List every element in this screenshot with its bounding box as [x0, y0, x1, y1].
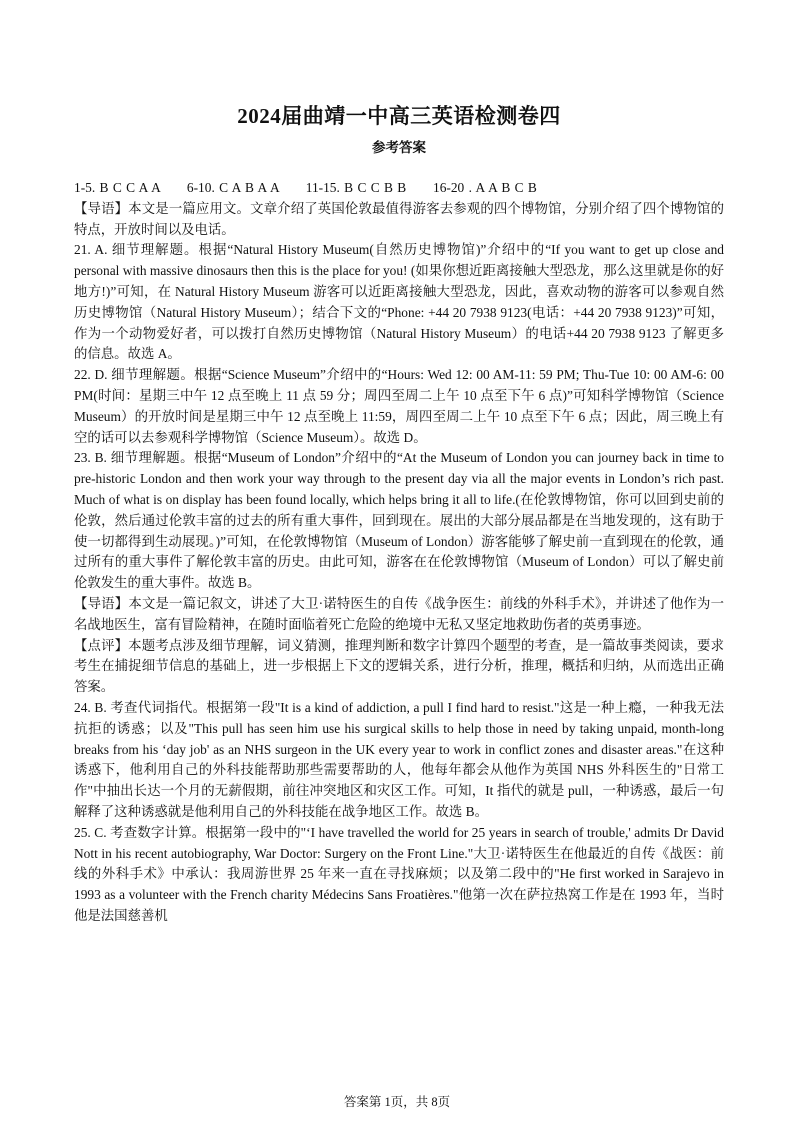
paragraph-intro-1: 【导语】本文是一篇应用文。文章介绍了英国伦敦最值得游客去参观的四个博物馆，分别介绍了四个博物馆的特点，开放时间以及电话。 [74, 200, 724, 237]
page-title: 2024届曲靖一中高三英语检测卷四 [237, 104, 561, 128]
answer-body [74, 178, 724, 927]
paragraph-q24: 24. B. 考查代词指代。根据第一段"It is a kind of addiction, a pull I find hard to resist."这是一种上瘾，一种我无法抗拒的诱惑；以及"This pull has seen him use his surgical skills to help those in need by taking unpaid, month-long breaks from his ‘day job' as an NHS surgeon in the UK every year to work in conflict zones and disaster areas."在这种诱惑下，他利用自己的外科技能帮助那些需要帮助的人，他每年都会从他作为英国 NHS 外科医生的"日常工作"中抽出长达一个月的无薪假期，前往冲突地区和灾区工作。可知，It 指代的就是 pull，一种诱惑，最后一句解释了这种诱惑就是他利用自己的外科技能在战争地区工作。故选 B。 [74, 699, 724, 819]
paragraph-q23: 23. B. 细节理解题。根据“Museum of London”介绍中的“At the Museum of London you can journey back in time to pre-historic London and then work your way through to the present day via all the major events in London’s rich past. Much of what is on display has been found locally, which helps bring it all to life.(在伦敦博物馆，你可以回到史前的伦敦，然后通过伦敦丰富的过去的所有重大事件，回到现在。展出的大部分展品都是在当地发现的，这有助于使一切都得到生动展现。)”可知，在伦敦博物馆（Museum of London）游客能够了解史前一直到现在的伦敦，通过所有的重大事件了解伦敦丰富的历史。由此可知，游客在在伦敦博物馆（Museum of London）可以了解史前伦敦发生的重大事件。故选 B。 [74, 450, 724, 591]
paragraph-q21: 21. A. 细节理解题。根据“Natural History Museum(自然历史博物馆)”介绍中的“If you want to get up close and personal with massive dinosaurs then this is the place for you! (如果你想近距离接触大型恐龙，那么这里就是你的好地方!)”可知，在 Natural History Museum 游客可以近距离接触大型恐龙，因此，喜欢动物的游客可以参观自然历史博物馆（Natural History Museum）；结合下文的“Phone: +44 20 7938 9123(电话：+44 20 7938 9123)”可知，作为一个动物爱好者，可以拨打自然历史博物馆（Natural History Museum）的电话+44 20 7938 9123 了解更多的信息。故选 A。 [74, 242, 724, 362]
paragraph-q22: 22. D. 细节理解题。根据“Science Museum”介绍中的“Hours: Wed 12: 00 AM-11: 59 PM; Thu-Tue 10: 00 AM-6: 00 PM(时间：星期三中午 12 点至晚上 11 点 59 分；周四至周二上午 10 点至下午 6 点)”可知科学博物馆（Science Museum）的开放时间是星期三中午 12 点至晚上 11:59，周四至周二上午 10 点至下午 6 点；因此，周三晚上有空的话可以去参观科学博物馆（Science Museum）。故选 D。 [74, 367, 724, 445]
paragraph-intro-2: 【导语】本文是一篇记叙文，讲述了大卫·诺特医生的自传《战争医生：前线的外科手术》，并讲述了他作为一名战地医生，富有冒险精神，在随时面临着死亡危险的绝境中无私又坚定地救助伤者的英勇事迹。 [74, 595, 724, 632]
page-subtitle: 参考答案 [372, 140, 426, 156]
page-footer: 答案第 1页，共 8页 [343, 1095, 451, 1109]
paragraph-q25: 25. C. 考查数字计算。根据第一段中的"‘I have travelled the world for 25 years in search of trouble,' admits Dr David Nott in his recent autobiography, War Doctor: Surgery on the Front Line."大卫·诺特医生在他最近的自传《战医：前线的外科手术》中承认：我周游世界 25 年来一直在寻找麻烦；以及第二段中的"He first worked in Sarajevo in 1993 as a volunteer with the French charity Médecins Sans Froatières."他第一次在萨拉热窝工作是在 1993 年，当时他是法国慈善机 [74, 824, 724, 923]
paragraph-comment: 【点评】本题考点涉及细节理解，词义猜测，推理判断和数字计算四个题型的考查，是一篇故事类阅读，要求考生在捕捉细节信息的基础上，进一步根据上下文的逻辑关系，进行分析，推理，概括和归纳，从而选出正确答案。 [74, 637, 724, 695]
answer-key-line: 1-5. B C C A A 6-10. C A B A A 11-15. B C C B B 16-20 . A A B C B [74, 180, 537, 195]
